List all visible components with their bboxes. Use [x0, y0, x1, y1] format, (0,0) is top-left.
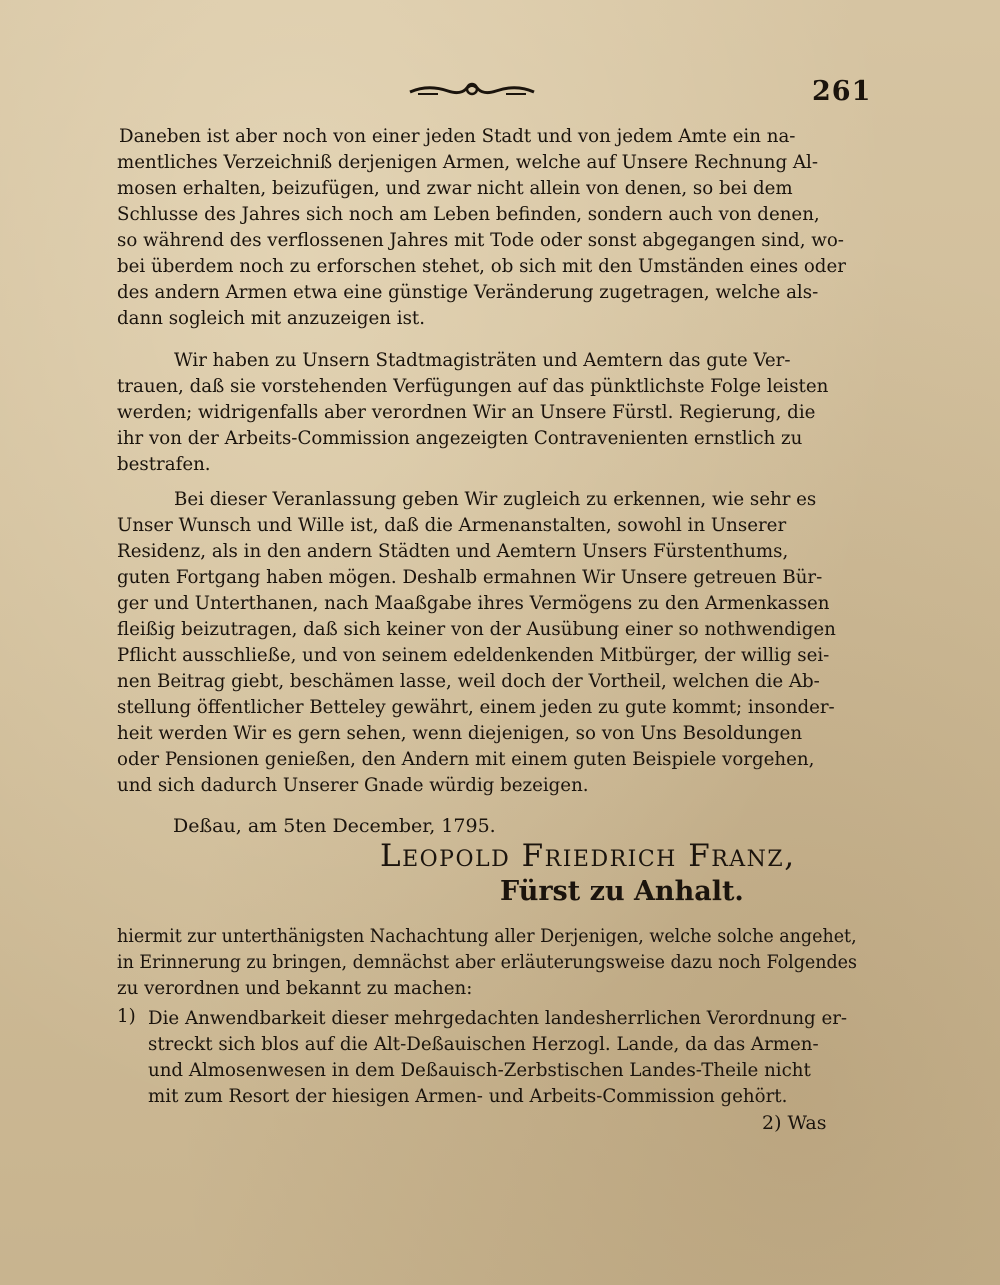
text-line: Die Anwendbarkeit dieser mehrgedachten landesherrlichen Verordnung er-	[148, 1008, 848, 1029]
text-line: mit zum Resort der hiesigen Armen- und Arbeits-Commission gehört.	[148, 1086, 788, 1107]
text-line: Schlusse des Jahres sich noch am Leben befinden, sondern auch von denen,	[117, 204, 820, 225]
text-line: dann sogleich mit anzuzeigen ist.	[117, 308, 426, 329]
catchword: 2) Was	[762, 1112, 827, 1134]
text-line: mentliches Verzeichniß derjenigen Armen, welche auf Unsere Rechnung Al-	[117, 152, 818, 173]
text-line: Daneben ist aber noch von einer jeden Stadt und von jedem Amte ein na-	[119, 126, 796, 147]
text-line: Unser Wunsch und Wille ist, daß die Armenanstalten, sowohl in Unserer	[117, 515, 787, 536]
page-number: 261	[812, 76, 872, 107]
text-line: und sich dadurch Unserer Gnade würdig bezeigen.	[117, 775, 589, 796]
text-line: hiermit zur unterthänigsten Nachachtung aller Derjenigen, welche solche angehet,	[117, 926, 857, 947]
signature-title: Fürst zu Anhalt.	[500, 876, 744, 907]
item-number: 1)	[117, 1006, 136, 1027]
text-line: bei überdem noch zu erforschen stehet, ob sich mit den Umständen eines oder	[117, 256, 846, 277]
signature-name: Leopold Friedrich Franz,	[380, 838, 796, 874]
text-line: heit werden Wir es gern sehen, wenn diejenigen, so von Uns Besoldungen	[117, 723, 803, 744]
text-line: bestrafen.	[117, 454, 211, 475]
text-line: ihr von der Arbeits-Commission angezeigten Contravenienten ernstlich zu	[117, 428, 803, 449]
text-line: so während des verflossenen Jahres mit Tode oder sonst abgegangen sind, wo-	[117, 230, 844, 251]
text-line: guten Fortgang haben mögen. Deshalb ermahnen Wir Unsere getreuen Bür-	[117, 567, 823, 588]
text-line: Pflicht ausschließe, und von seinem edeldenkenden Mitbürger, der willig sei-	[117, 645, 830, 666]
text-line: und Almosenwesen in dem Deßauisch-Zerbstischen Landes-Theile nicht	[148, 1060, 811, 1081]
text-line: Residenz, als in den andern Städten und Aemtern Unsers Fürstenthums,	[117, 541, 789, 562]
date-line: Deßau, am 5ten December, 1795.	[173, 815, 496, 837]
text-line: fleißig beizutragen, daß sich keiner von der Ausübung einer so nothwendigen	[117, 619, 836, 640]
text-line: nen Beitrag giebt, beschämen lasse, weil doch der Vortheil, welchen die Ab-	[117, 671, 820, 692]
text-line: oder Pensionen genießen, den Andern mit einem guten Beispiele vorgehen,	[117, 749, 815, 770]
text-line: in Erinnerung zu bringen, demnächst aber erläuterungsweise dazu noch Folgendes	[117, 952, 857, 973]
text-line: mosen erhalten, beizufügen, und zwar nicht allein von denen, so bei dem	[117, 178, 793, 199]
text-line: Bei dieser Veranlassung geben Wir zugleich zu erkennen, wie sehr es	[174, 489, 817, 510]
ornament-icon	[408, 80, 536, 98]
text-line: stellung öffentlicher Betteley gewährt, einem jeden zu gute kommt; insonder-	[117, 697, 835, 718]
text-line: des andern Armen etwa eine günstige Veränderung zugetragen, welche als-	[117, 282, 819, 303]
text-line: werden; widrigenfalls aber verordnen Wir an Unsere Fürstl. Regierung, die	[117, 402, 816, 423]
text-line: ger und Unterthanen, nach Maaßgabe ihres Vermögens zu den Armenkassen	[117, 593, 830, 614]
text-line: zu verordnen und bekannt zu machen:	[117, 978, 473, 999]
text-line: Wir haben zu Unsern Stadtmagisträten und Aemtern das gute Ver-	[174, 350, 791, 371]
text-line: streckt sich blos auf die Alt-Deßauischen Herzogl. Lande, da das Armen-	[148, 1034, 819, 1055]
text-line: trauen, daß sie vorstehenden Verfügungen auf das pünktlichste Folge leisten	[117, 376, 829, 397]
